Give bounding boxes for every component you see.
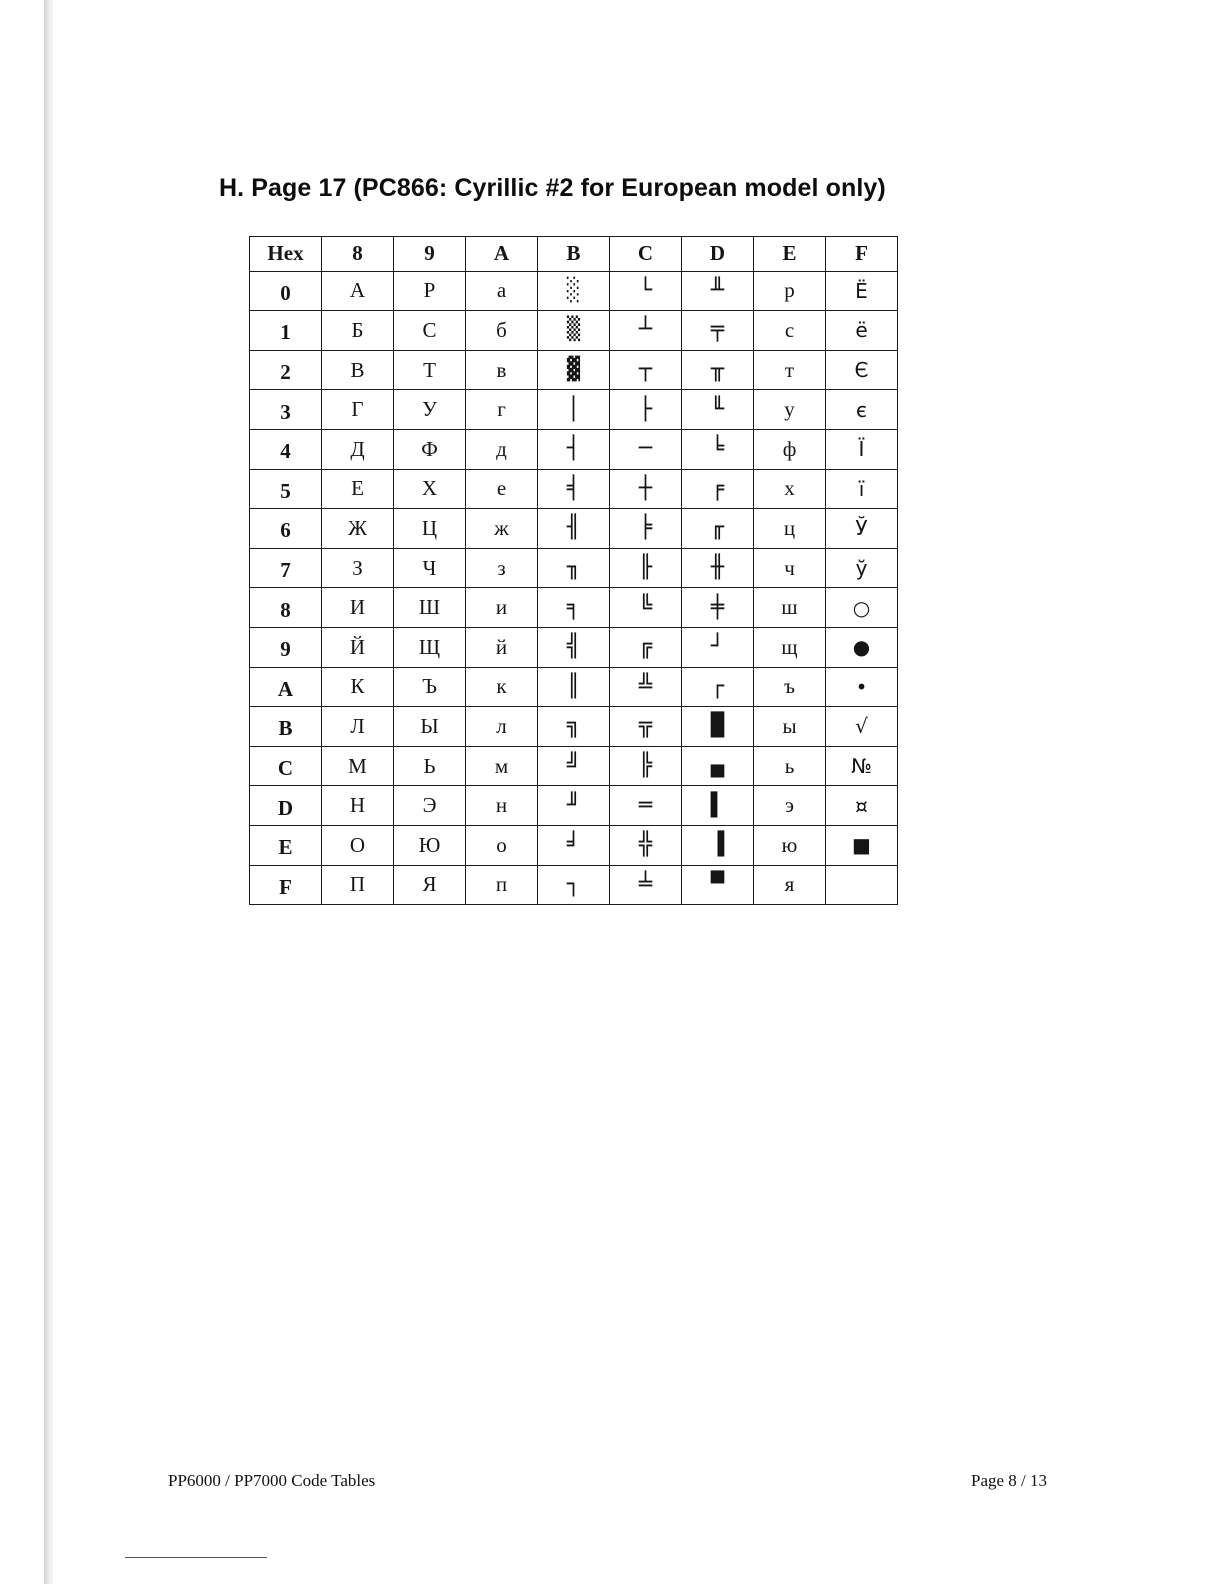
table-row [250, 865, 898, 905]
table-cell: ╩ [610, 667, 682, 707]
table-cell: ц [754, 509, 826, 549]
table-cell: А [322, 271, 394, 311]
table-cell: ─ [610, 429, 682, 469]
table-row [250, 588, 898, 628]
table-cell: ┼ [610, 469, 682, 509]
table-cell: Ё [826, 271, 898, 311]
footer-page-number: Page 8 / 13 [971, 1471, 1048, 1490]
column-header: 8 [322, 237, 394, 272]
table-cell: ╠ [610, 746, 682, 786]
table-cell: Ў [826, 509, 898, 549]
row-header: 4 [250, 429, 322, 469]
table-cell: ╓ [682, 509, 754, 549]
table-row [250, 825, 898, 865]
row-header: 1 [250, 311, 322, 351]
row-header: E [250, 825, 322, 865]
table-cell: ● [826, 627, 898, 667]
table-cell: ў [826, 548, 898, 588]
table-cell: ═ [610, 786, 682, 826]
table-cell: Ц [394, 509, 466, 549]
code-table-body [250, 237, 898, 905]
table-cell: д [466, 429, 538, 469]
table-cell: Щ [394, 627, 466, 667]
table-cell: К [322, 667, 394, 707]
table-cell: Ж [322, 509, 394, 549]
table-cell: │ [538, 390, 610, 430]
table-cell: • [826, 667, 898, 707]
table-cell: ╥ [682, 350, 754, 390]
table-cell: ╣ [538, 627, 610, 667]
table-cell: ╤ [682, 311, 754, 351]
table-cell: о [466, 825, 538, 865]
table-cell: Л [322, 707, 394, 747]
table-cell: Э [394, 786, 466, 826]
table-header-row [250, 237, 898, 272]
table-cell: С [394, 311, 466, 351]
row-header: 6 [250, 509, 322, 549]
table-cell: ╬ [610, 825, 682, 865]
table-cell: № [826, 746, 898, 786]
table-cell: У [394, 390, 466, 430]
code-table [249, 236, 898, 905]
table-cell: З [322, 548, 394, 588]
table-row [250, 707, 898, 747]
page-heading: H. Page 17 (PC866: Cyrillic #2 for European model only) [219, 174, 886, 202]
table-cell: Г [322, 390, 394, 430]
table-cell: Ч [394, 548, 466, 588]
table-cell: є [826, 390, 898, 430]
table-cell: Ь [394, 746, 466, 786]
table-row [250, 548, 898, 588]
table-cell: ╝ [538, 746, 610, 786]
table-cell: О [322, 825, 394, 865]
column-header: F [826, 237, 898, 272]
table-cell: м [466, 746, 538, 786]
column-header: D [682, 237, 754, 272]
scan-edge [44, 0, 53, 1584]
table-cell: з [466, 548, 538, 588]
column-header: E [754, 237, 826, 272]
table-cell: └ [610, 271, 682, 311]
table-cell: ▌ [682, 786, 754, 826]
table-cell: ┘ [682, 627, 754, 667]
table-cell: Б [322, 311, 394, 351]
column-header: 9 [394, 237, 466, 272]
table-cell: р [754, 271, 826, 311]
row-header: 2 [250, 350, 322, 390]
table-cell: ╢ [538, 509, 610, 549]
table-cell: ╞ [610, 509, 682, 549]
table-cell: ▄ [682, 746, 754, 786]
table-cell: л [466, 707, 538, 747]
table-cell: х [754, 469, 826, 509]
table-cell: и [466, 588, 538, 628]
table-row [250, 350, 898, 390]
table-cell: В [322, 350, 394, 390]
row-header: 8 [250, 588, 322, 628]
table-cell: ╜ [538, 786, 610, 826]
table-cell: М [322, 746, 394, 786]
row-header: F [250, 865, 322, 905]
table-cell: ф [754, 429, 826, 469]
table-cell: ╨ [682, 271, 754, 311]
table-cell: я [754, 865, 826, 905]
table-cell: П [322, 865, 394, 905]
footer-document-title: PP6000 / PP7000 Code Tables [168, 1471, 376, 1490]
table-cell: ╦ [610, 707, 682, 747]
table-cell: ├ [610, 390, 682, 430]
table-cell: ┤ [538, 429, 610, 469]
table-cell: ░ [538, 271, 610, 311]
table-cell: п [466, 865, 538, 905]
table-cell: в [466, 350, 538, 390]
table-cell: Є [826, 350, 898, 390]
table-cell: й [466, 627, 538, 667]
row-header: 5 [250, 469, 322, 509]
table-cell: ╗ [538, 707, 610, 747]
table-cell: ▐ [682, 825, 754, 865]
row-header: 0 [250, 271, 322, 311]
table-cell: ╖ [538, 548, 610, 588]
table-cell: ╕ [538, 588, 610, 628]
table-cell [826, 865, 898, 905]
corner-header: Hex [250, 237, 322, 272]
column-header: B [538, 237, 610, 272]
table-row [250, 509, 898, 549]
table-row [250, 627, 898, 667]
table-cell: с [754, 311, 826, 351]
table-cell: Ш [394, 588, 466, 628]
row-header: B [250, 707, 322, 747]
table-cell: ё [826, 311, 898, 351]
table-cell: ╛ [538, 825, 610, 865]
column-header: A [466, 237, 538, 272]
table-cell: ╔ [610, 627, 682, 667]
row-header: C [250, 746, 322, 786]
table-row [250, 786, 898, 826]
table-cell: ╘ [682, 429, 754, 469]
table-cell: ▒ [538, 311, 610, 351]
row-header: 7 [250, 548, 322, 588]
table-cell: ▓ [538, 350, 610, 390]
table-cell: к [466, 667, 538, 707]
table-cell: ╧ [610, 865, 682, 905]
row-header: 9 [250, 627, 322, 667]
table-cell: у [754, 390, 826, 430]
table-cell: Ф [394, 429, 466, 469]
table-cell: а [466, 271, 538, 311]
table-cell: Я [394, 865, 466, 905]
table-cell: █ [682, 707, 754, 747]
table-row [250, 746, 898, 786]
table-cell: Е [322, 469, 394, 509]
table-cell: щ [754, 627, 826, 667]
table-cell: Ю [394, 825, 466, 865]
table-cell: ж [466, 509, 538, 549]
table-cell: ы [754, 707, 826, 747]
table-cell: н [466, 786, 538, 826]
table-row [250, 271, 898, 311]
row-header: 3 [250, 390, 322, 430]
table-cell: ║ [538, 667, 610, 707]
table-cell: б [466, 311, 538, 351]
table-cell: Р [394, 271, 466, 311]
table-cell: ╟ [610, 548, 682, 588]
table-cell: ╪ [682, 588, 754, 628]
table-cell: ○ [826, 588, 898, 628]
table-cell: ╫ [682, 548, 754, 588]
table-cell: Т [394, 350, 466, 390]
table-row [250, 390, 898, 430]
table-cell: ┬ [610, 350, 682, 390]
table-cell: ї [826, 469, 898, 509]
table-row [250, 667, 898, 707]
column-header: C [610, 237, 682, 272]
table-cell: ╚ [610, 588, 682, 628]
table-cell: Х [394, 469, 466, 509]
table-cell: Ы [394, 707, 466, 747]
table-cell: г [466, 390, 538, 430]
table-cell: Н [322, 786, 394, 826]
table-cell: ъ [754, 667, 826, 707]
table-cell: ▀ [682, 865, 754, 905]
table-cell: Д [322, 429, 394, 469]
table-cell: ш [754, 588, 826, 628]
table-cell: т [754, 350, 826, 390]
table-cell: ╒ [682, 469, 754, 509]
table-cell: ╡ [538, 469, 610, 509]
table-cell: ┌ [682, 667, 754, 707]
table-cell: ч [754, 548, 826, 588]
table-cell: И [322, 588, 394, 628]
table-cell: ■ [826, 825, 898, 865]
table-cell: ┐ [538, 865, 610, 905]
row-header: A [250, 667, 322, 707]
table-cell: э [754, 786, 826, 826]
table-row [250, 469, 898, 509]
table-cell: е [466, 469, 538, 509]
table-cell: Й [322, 627, 394, 667]
table-cell: ю [754, 825, 826, 865]
link-underline [125, 1557, 267, 1558]
row-header: D [250, 786, 322, 826]
table-row [250, 311, 898, 351]
table-cell: √ [826, 707, 898, 747]
table-cell: ¤ [826, 786, 898, 826]
table-cell: Ъ [394, 667, 466, 707]
table-row [250, 429, 898, 469]
table-cell: ╙ [682, 390, 754, 430]
table-cell: Ї [826, 429, 898, 469]
table-cell: ь [754, 746, 826, 786]
table-cell: ┴ [610, 311, 682, 351]
